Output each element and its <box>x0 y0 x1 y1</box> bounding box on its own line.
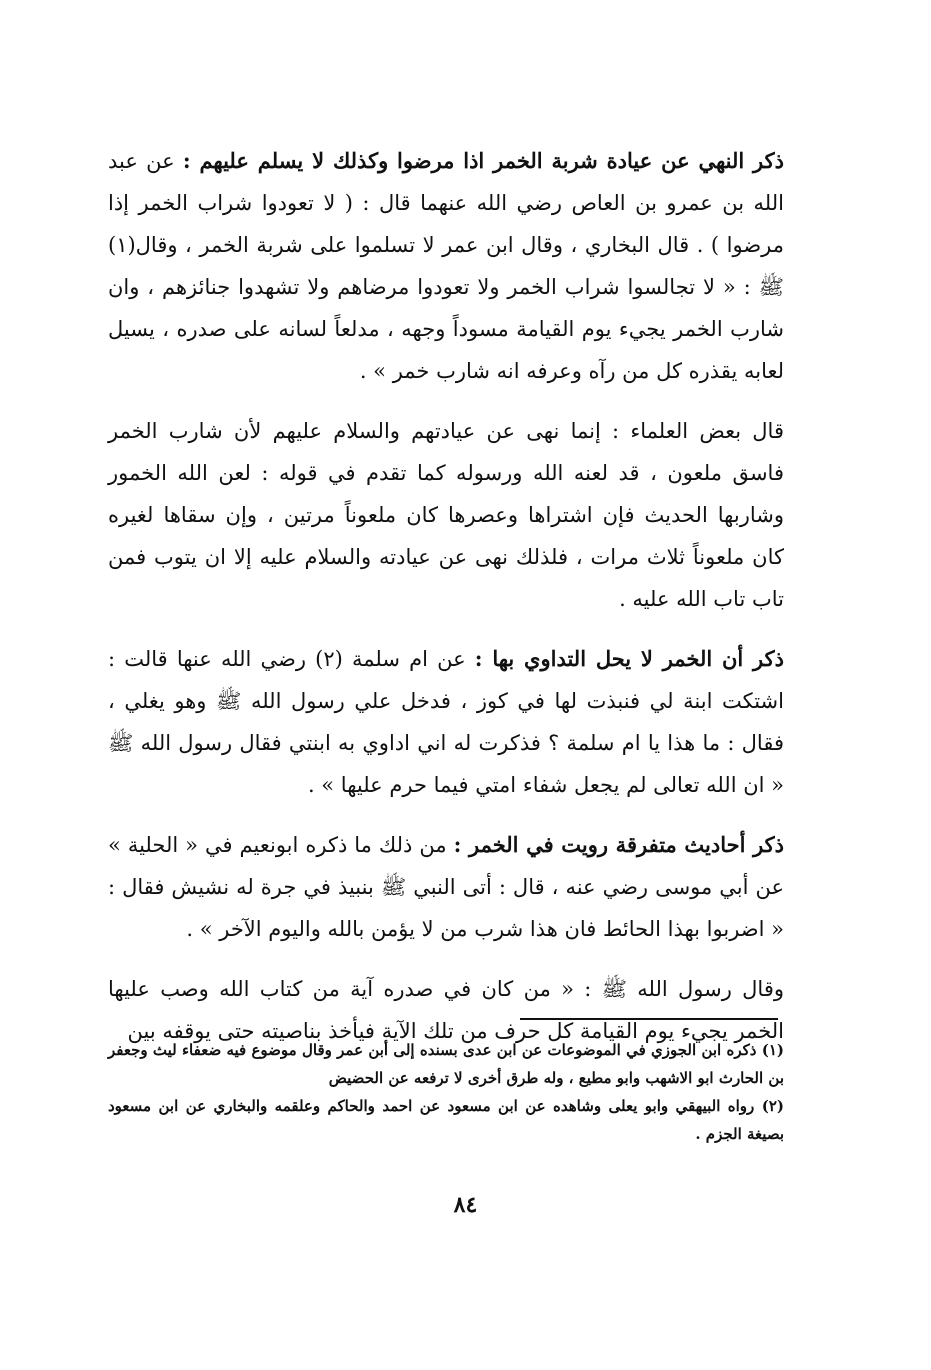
footnote-divider <box>520 1018 778 1020</box>
footnote-1: (١) ذكره ابن الجوزي في الموضوعات عن ابن عدى بسنده إلى أبن عمر وقال موضوع فيه ضعفاء ليث وجعفر بن الحارث ابو الاشهب وابو مطيع ، وله طرق أخرى لا ترفعه عن الحضيض <box>108 1041 784 1087</box>
section-4-body: من ذلك ما ذكره ابونعيم في « الحلية » عن أبي موسى رضي عنه ، قال : أتى النبي ﷺ بنبيذ في جرة له نشيش فقال : « اضربوا بهذا الحائط فان هذا شرب من لا يؤمن بالله واليوم الآخر » . <box>108 833 784 941</box>
page-number: ٨٤ <box>453 1192 478 1218</box>
section-5-body: وقال رسول الله ﷺ : « من كان في صدره آية من كتاب الله وصب عليها الخمر يجيء يوم القيامة كل حرف من تلك الآية فيأخذ بناصيته حتى يوقفه بين <box>108 977 784 1043</box>
section-4 <box>108 824 784 950</box>
section-1-body: عن عبد الله بن عمرو بن العاص رضي الله عنهما قال : ( لا تعودوا شراب الخمر إذا مرضوا ) . قال البخاري ، وقال ابن عمر لا تسلموا على شربة الخمر ، وقال(١) ﷺ : « لا تجالسوا شراب الخمر ولا تعودوا مرضاهم ولا تشهدوا جنائزهم ، وان شارب الخمر يجيء يوم القيامة مسوداً وجهه ، مدلعاً لسانه على صدره ، يسيل لعابه يقذره كل من رآه وعرفه انه شارب خمر » . <box>108 149 784 383</box>
section-3-body: عن ام سلمة (٢) رضي الله عنها قالت : اشتكت ابنة لي فنبذت لها في كوز ، فدخل علي رسول الله ﷺ وهو يغلي ، فقال : ما هذا يا ام سلمة ؟ فذكرت له اني اداوي به ابنتي فقال رسول الله ﷺ « ان الله تعالى لم يجعل شفاء امتي فيما حرم عليها » . <box>108 647 784 797</box>
section-1-heading: ذكر النهي عن عيادة شربة الخمر اذا مرضوا وكذلك لا يسلم عليهم : <box>182 148 784 173</box>
section-3-heading: ذكر أن الخمر لا يحل التداوي بها : <box>474 646 784 671</box>
footnotes <box>108 1036 784 1148</box>
section-2 <box>108 410 784 620</box>
section-1 <box>108 140 784 392</box>
footnote-2: (٢) رواه البيهقي وابو يعلى وشاهده عن ابن مسعود عن احمد والحاكم وعلقمه والبخاري عن ابن مسعود بصيغة الجزم . <box>108 1097 784 1143</box>
section-3 <box>108 638 784 806</box>
page-body <box>108 140 784 1070</box>
section-2-body: قال بعض العلماء : إنما نهى عن عيادتهم والسلام عليهم لأن شارب الخمر فاسق ملعون ، قد لعنه الله ورسوله كما تقدم في قوله : لعن الله الخمور وشاربها الحديث فإن اشتراها وعصرها كان ملعوناً مرتين ، وإن سقاها لغيره كان ملعوناً ثلاث مرات ، فلذلك نهى عن عيادته والسلام عليه إلا ان يتوب فمن تاب تاب الله عليه . <box>108 419 784 611</box>
section-4-heading: ذكر أحاديث متفرقة رويت في الخمر : <box>453 832 784 857</box>
